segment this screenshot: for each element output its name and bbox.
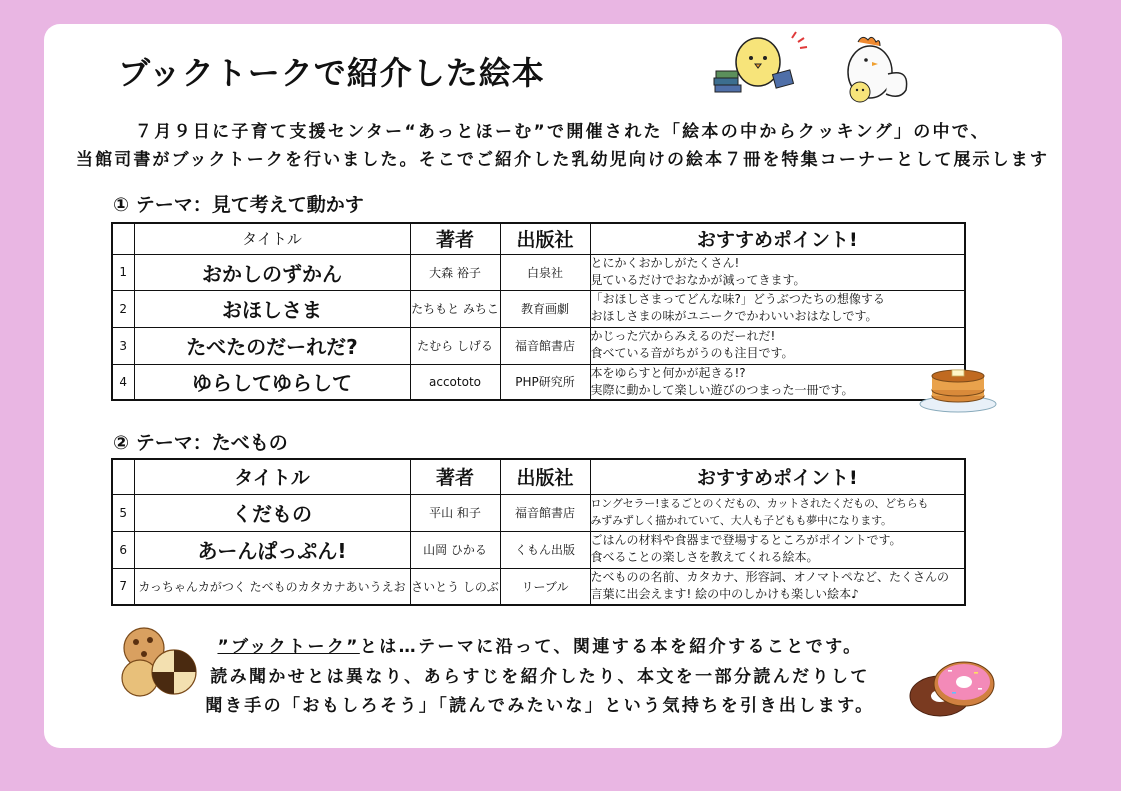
point-line-2: 実際に動かして楽しい遊びのつまった一冊です。 bbox=[590, 382, 854, 397]
table-row bbox=[112, 327, 965, 364]
point-line-1: たべものの名前、カタカナ、形容詞、オノマトペなど、たくさんの bbox=[590, 569, 949, 584]
book-publisher: 福音館書店 bbox=[500, 494, 590, 531]
intro-line-2: 当館司書がブックトークを行いました。そこでご紹介した乳幼児向けの絵本７冊を特集コーナーとして展示します bbox=[76, 150, 1049, 170]
point-line-1: ごはんの材料や食器まで登場するところがポイントです。 bbox=[590, 532, 902, 547]
book-title: たべたのだーれだ? bbox=[134, 327, 410, 364]
point-line-1: かじった穴からみえるのだーれだ! bbox=[590, 328, 776, 343]
book-author: たむら しげる bbox=[410, 327, 500, 364]
book-author: 平山 和子 bbox=[410, 494, 500, 531]
table-row bbox=[112, 531, 965, 568]
book-point bbox=[590, 254, 965, 290]
header-num bbox=[112, 459, 134, 494]
header-author: 著者 bbox=[410, 223, 500, 254]
table-row bbox=[112, 568, 965, 605]
theme-1-heading: ① テーマ：見て考えて動かす bbox=[113, 194, 364, 216]
book-point bbox=[590, 494, 965, 531]
book-point bbox=[590, 364, 965, 400]
book-author: さいとう しのぶ bbox=[410, 568, 500, 605]
theme-2-book-table bbox=[111, 458, 966, 606]
header-publisher: 出版社 bbox=[500, 223, 590, 254]
table-row bbox=[112, 254, 965, 290]
book-title: ゆらしてゆらして bbox=[134, 364, 410, 400]
table-header-row bbox=[112, 459, 965, 494]
table-row bbox=[112, 494, 965, 531]
book-point bbox=[590, 327, 965, 364]
row-number: 7 bbox=[112, 568, 134, 605]
book-publisher: 白泉社 bbox=[500, 254, 590, 290]
table-row bbox=[112, 364, 965, 400]
book-publisher: 福音館書店 bbox=[500, 327, 590, 364]
row-number: 2 bbox=[112, 290, 134, 327]
point-line-2: 言葉に出会えます! 絵の中のしかけも楽しい絵本♪ bbox=[590, 586, 859, 601]
header-point: おすすめポイント! bbox=[590, 223, 965, 254]
chick-reading-illustration bbox=[712, 30, 812, 100]
theme-2-heading: ② テーマ：たべもの bbox=[113, 432, 288, 454]
row-number: 5 bbox=[112, 494, 134, 531]
footer-line-1-rest: とは…テーマに沿って、関連する本を紹介することです。 bbox=[359, 637, 863, 657]
book-title: くだもの bbox=[134, 494, 410, 531]
book-author: 山岡 ひかる bbox=[410, 531, 500, 568]
header-num bbox=[112, 223, 134, 254]
book-author: たちもと みちこ bbox=[410, 290, 500, 327]
header-title: タイトル bbox=[134, 459, 410, 494]
donut-illustration bbox=[904, 652, 1000, 722]
footer-line-2: 読み聞かせとは異なり、あらすじを紹介したり、本文を一部分読んだりして bbox=[210, 667, 870, 687]
row-number: 6 bbox=[112, 531, 134, 568]
book-point bbox=[590, 290, 965, 327]
pancake-illustration bbox=[916, 362, 1000, 414]
table-row bbox=[112, 290, 965, 327]
header-publisher: 出版社 bbox=[500, 459, 590, 494]
point-line-1: とにかくおかしがたくさん! bbox=[590, 255, 740, 270]
book-publisher: くもん出版 bbox=[500, 531, 590, 568]
book-title: カっちゃんカがつく たべものカタカナあいうえお bbox=[134, 568, 410, 605]
book-author: 大森 裕子 bbox=[410, 254, 500, 290]
footer-line-3: 聞き手の「おもしろそう」「読んでみたいな」という気持ちを引き出します。 bbox=[205, 696, 875, 716]
point-line-2: みずみずしく描かれていて、大人も子どもも夢中になります。 bbox=[590, 513, 892, 527]
header-author: 著者 bbox=[410, 459, 500, 494]
point-line-1: 本をゆらすと何かが起きる!? bbox=[590, 365, 746, 380]
point-line-2: おほしさまの味がユニークでかわいいおはなしです。 bbox=[590, 308, 878, 323]
point-line-1: ロングセラー!まるごとのくだもの、カットされたくだもの、どちらも bbox=[590, 496, 929, 510]
theme-1-book-table bbox=[111, 222, 966, 401]
book-publisher: 教育画劇 bbox=[500, 290, 590, 327]
header-point: おすすめポイント! bbox=[590, 459, 965, 494]
point-line-2: 見ているだけでおなかが減ってきます。 bbox=[590, 272, 806, 287]
header-title: タイトル bbox=[134, 223, 410, 254]
booktalk-term: ”ブックトーク” bbox=[217, 637, 360, 657]
row-number: 4 bbox=[112, 364, 134, 400]
point-line-2: 食べることの楽しさを教えてくれる絵本。 bbox=[590, 549, 819, 564]
book-point bbox=[590, 568, 965, 605]
footer-line-1 bbox=[170, 632, 910, 657]
book-publisher: リーブル bbox=[500, 568, 590, 605]
book-point bbox=[590, 531, 965, 568]
point-line-2: 食べている音がちがうのも注目です。 bbox=[590, 345, 794, 360]
intro-line-1: ７月９日に子育て支援センター“あっとほーむ”で開催された「絵本の中からクッキング」の中で、 bbox=[134, 122, 991, 142]
book-title: おほしさま bbox=[134, 290, 410, 327]
point-line-1: 「おほしさまってどんな味?」どうぶつたちの想像する bbox=[590, 291, 885, 306]
rooster-chick-illustration bbox=[830, 34, 920, 110]
page-title: ブックトークで紹介した絵本 bbox=[118, 54, 545, 92]
table-header-row bbox=[112, 223, 965, 254]
book-publisher: PHP研究所 bbox=[500, 364, 590, 400]
book-title: あーんぱっぷん! bbox=[134, 531, 410, 568]
book-author: accototo bbox=[410, 364, 500, 400]
book-title: おかしのずかん bbox=[134, 254, 410, 290]
row-number: 3 bbox=[112, 327, 134, 364]
row-number: 1 bbox=[112, 254, 134, 290]
